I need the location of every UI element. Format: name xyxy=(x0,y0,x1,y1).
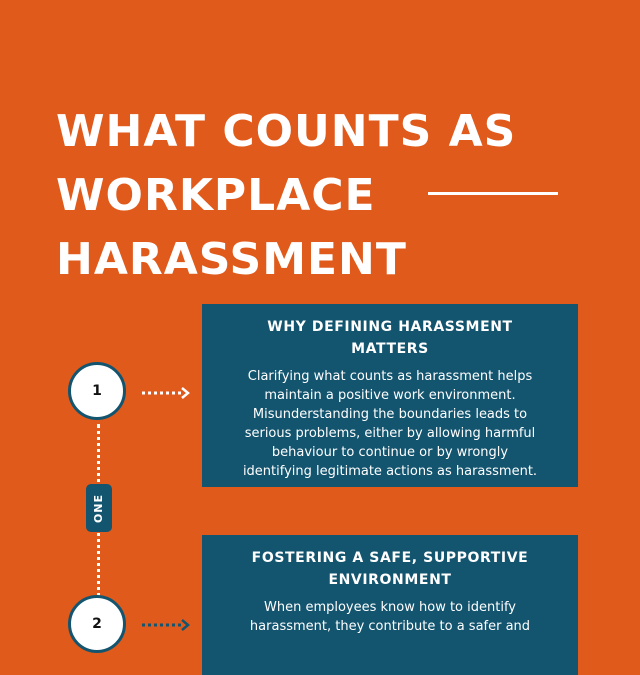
step-1-body-line: Misunderstanding the boundaries leads to xyxy=(252,407,528,422)
step-1-body-line: Clarifying what counts as harassment helps xyxy=(247,369,533,384)
step-1-heading-line: WHY DEFINING HARASSMENT xyxy=(267,319,513,335)
page-title-line-3: HARASSMENT xyxy=(56,234,407,285)
step-1-heading-line: MATTERS xyxy=(351,341,429,357)
dotted-arrow-right-icon xyxy=(140,386,192,400)
step-2-heading-line: FOSTERING A SAFE, SUPPORTIVE xyxy=(251,550,529,566)
step-1-heading xyxy=(216,316,564,360)
step-2-heading xyxy=(216,547,564,591)
step-2-card xyxy=(202,535,578,675)
step-1-number-circle xyxy=(68,362,126,420)
step-1-body xyxy=(216,367,564,481)
section-badge-label: ONE xyxy=(92,493,106,523)
step-1-body-line: maintain a positive work environment. xyxy=(264,388,516,403)
dotted-arrow-right-icon xyxy=(140,618,192,632)
step-2-number-circle xyxy=(68,595,126,653)
step-1-number: 1 xyxy=(92,383,102,399)
step-2-body-line: harassment, they contribute to a safer and xyxy=(249,619,531,634)
page-title xyxy=(56,100,516,292)
section-badge xyxy=(86,484,112,532)
step-1-card xyxy=(202,304,578,487)
step-2-heading-line: ENVIRONMENT xyxy=(328,572,452,588)
step-2-body-line: When employees know how to identify xyxy=(263,600,516,615)
step-2-number: 2 xyxy=(92,616,102,632)
title-divider xyxy=(428,192,558,195)
step-1-body-line: identifying legitimate actions as harassment. xyxy=(242,464,538,479)
page-title-line-2: WORKPLACE xyxy=(56,170,376,221)
step-2-body xyxy=(216,598,564,636)
page-title-line-1: WHAT COUNTS AS xyxy=(56,106,517,157)
step-1-body-line: serious problems, either by allowing harmful xyxy=(244,426,536,441)
step-1-body-line: behaviour to continue or by wrongly xyxy=(271,445,509,460)
